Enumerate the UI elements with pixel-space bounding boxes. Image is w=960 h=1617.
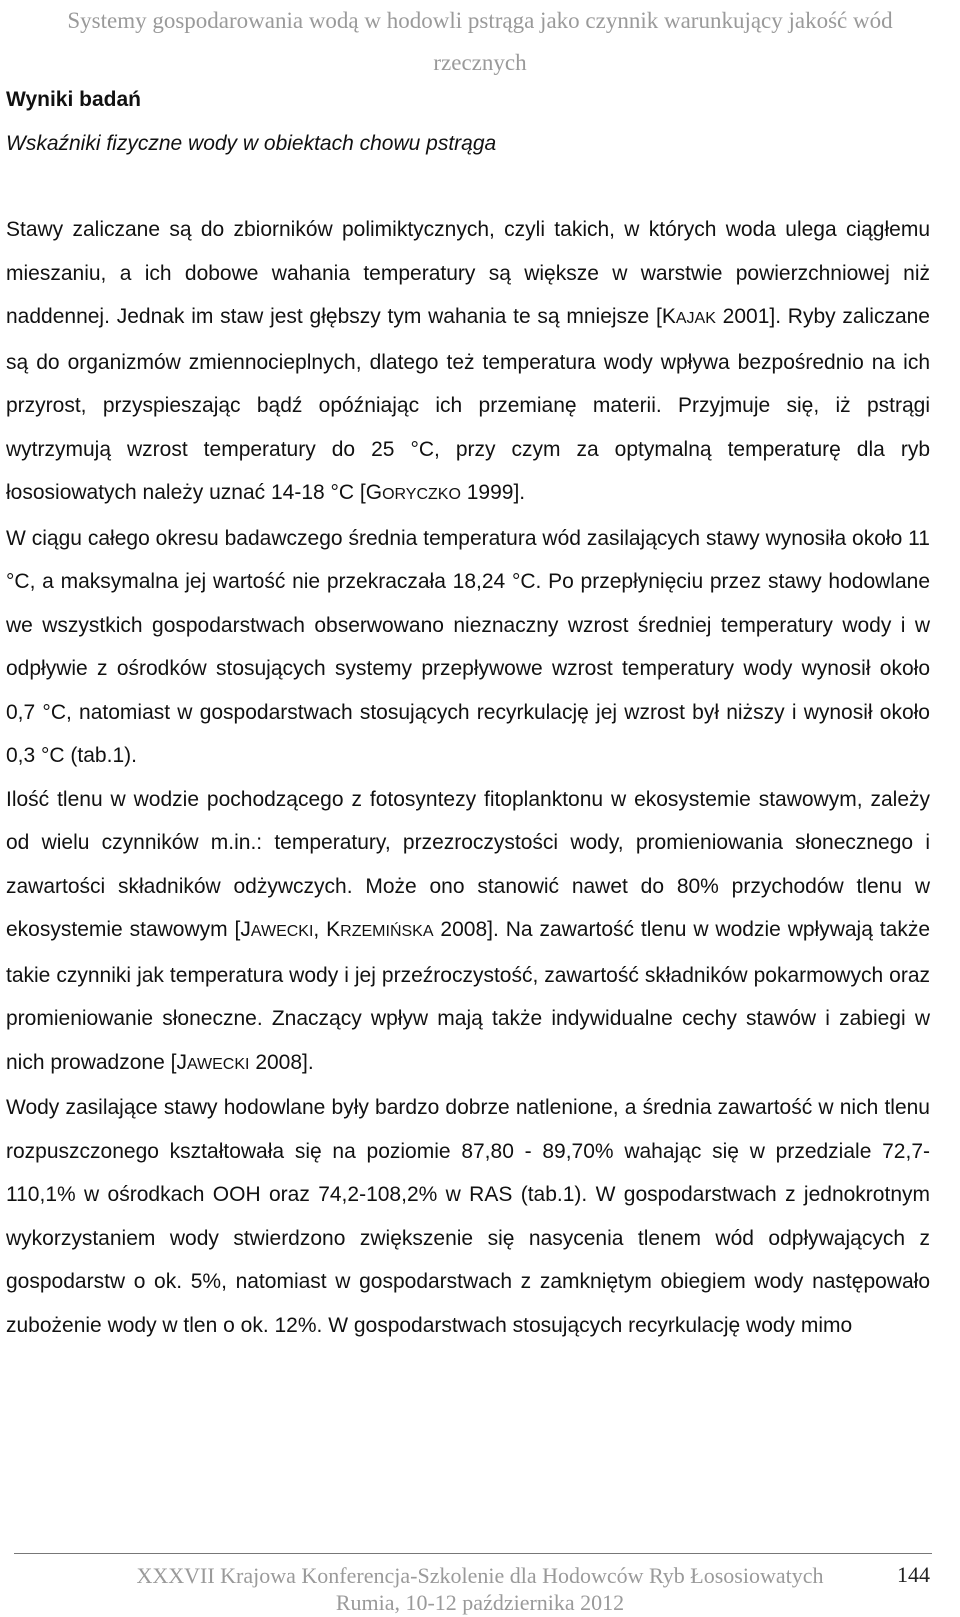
footer-line-1: XXXVII Krajowa Konferencja-Szkolenie dla Hodowców Ryb Łososiowatych: [136, 1563, 824, 1588]
p3-text-a: Ilość tlenu w wodzie pochodzącego z fotosyntezy fitoplanktonu w ekosystemie stawowym, zależy od wielu czynników m.in.: temperatury, przezroczystości wody, promieniowania słonecznego i zawartości składników odżywczych. Może ono stanowić nawet do 80% przychodów tlenu w ekosystemie stawowym [J: [6, 787, 930, 941]
p1-text-a: Stawy zaliczane są do zbiorników polimiktycznych, czyli takich, w których woda ulega ciągłemu mieszaniu, a ich dobowe wahania temperatury są większe w warstwie powierzchniowej niż naddennej. Jednak im staw jest głębszy tym wahania te są mniejsze [K: [6, 218, 930, 328]
header-line-2: rzecznych: [433, 50, 527, 75]
p3-citation-krzeminska: RZEMIŃSKA: [340, 923, 434, 940]
footer-divider: [14, 1553, 932, 1554]
p1-citation-goryczko: ORYCZKO: [382, 486, 461, 503]
header-line-1: Systemy gospodarowania wodą w hodowli pstrąga jako czynnik warunkujący jakość wód: [67, 8, 893, 33]
running-header: [0, 0, 960, 84]
p3-citation-jawecki-2: AWECKI: [186, 1055, 250, 1073]
section-title: Wyniki badań: [6, 88, 141, 111]
running-footer: [0, 1562, 960, 1616]
paragraph-4: Wody zasilające stawy hodowlane były bardzo dobrze natlenione, a średnia zawartość w nich tlenu rozpuszczonego kształtowała się na poziomie 87,80 - 89,70% wahając się w przedziale 72,7-110,1% w ośrodkach OOH oraz 74,2-108,2% w RAS (tab.1). W gospodarstwach z jednokrotnym wykorzystaniem wody stwierdzono zwiększenie się nasycenia tlenem wód odpływających z gospodarstw o ok. 5%, natomiast w gospodarstwach z zamkniętym obiegiem wody następowało zubożenie wody w tlen o ok. 12%. W gospodarstwach stosujących recyrkulację wody mimo: [6, 1096, 930, 1337]
page-body: [6, 78, 930, 1347]
p3-citation-jawecki-1: AWECKI: [250, 923, 314, 940]
p3-text-g: 2008].: [249, 1050, 314, 1074]
page-number: 144: [897, 1562, 930, 1587]
p1-text-e: 1999].: [460, 481, 526, 504]
paragraph-2: W ciągu całego okresu badawczego średnia temperatura wód zasilających stawy wynosiła około 11 °C, a maksymalna jej wartość nie przekraczała 18,24 °C. Po przepłynięciu przez stawy hodowlane we wszystkich gospodarstwach obserwowano nieznaczny wzrost średniej temperatury wody i w odpływie z ośrodków stosujących systemy przepływowe wzrost temperatury wody wynosił około 0,7 °C, natomiast w gospodarstwach stosujących recyrkulację jej wzrost był niższy i wynosił około 0,3 °C (tab.1).: [6, 526, 930, 767]
section-subtitle: Wskaźniki fizyczne wody w obiektach chowu pstrąga: [6, 131, 497, 155]
p3-text-e: 2008]. Na zawartość tlenu w wodzie wpływają także takie czynniki jak temperatura wody i jej przeźroczystość, zawartość składników pokarmowych oraz promieniowanie słoneczne. Znaczący wpływ mają także indywidualne cechy stawów i zabiegi w nich prowadzone [J: [6, 918, 930, 1074]
p1-text-c: 2001]. Ryby zaliczane są do organizmów zmiennocieplnych, dlatego też temperatura wody wpływa bezpośrednio na ich przyrost, przyspieszając bądź opóźniając ich przemianę materii. Przyjmuje się, iż pstrągi wytrzymują wzrost temperatury do 25 °C, przy czym za optymalną temperaturę dla ryb łososiowatych należy uznać 14-18 °C [G: [6, 305, 930, 504]
footer-line-2: Rumia, 10-12 października 2012: [335, 1590, 625, 1615]
p1-citation-kajak: AJAK: [675, 310, 716, 327]
paragraph-3: [6, 778, 930, 1087]
p3-text-c: , K: [313, 918, 341, 941]
paragraph-1: [6, 208, 930, 517]
